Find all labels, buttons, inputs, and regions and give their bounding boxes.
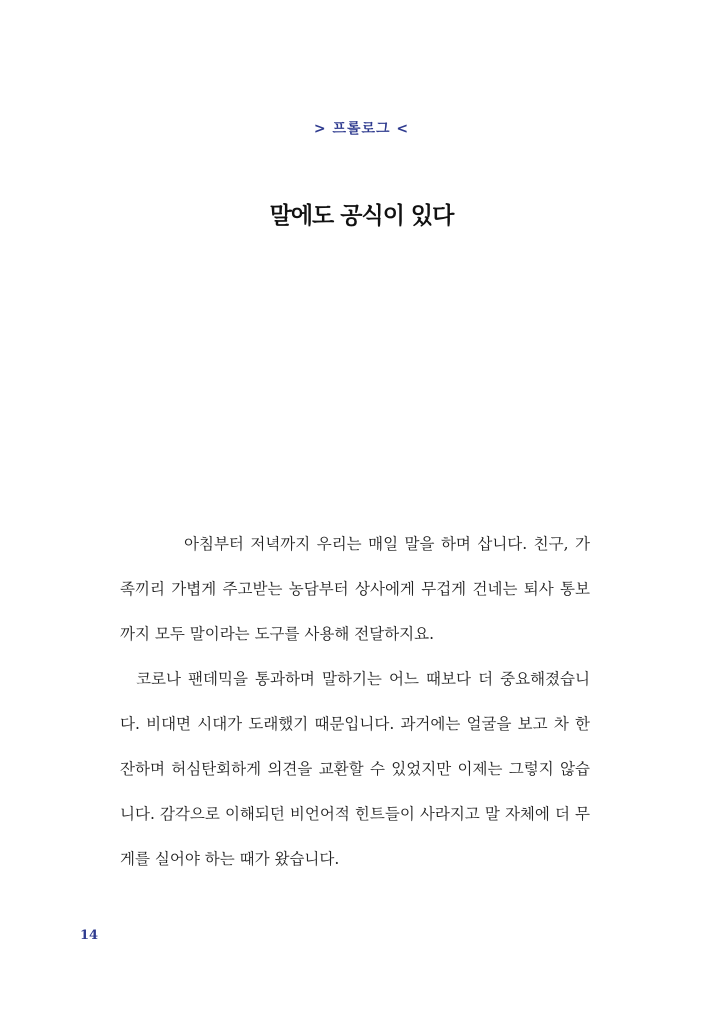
body-text — [120, 522, 590, 882]
chapter-title: 말에도 공식이 있다 — [269, 203, 454, 229]
body-paragraph: 코로나 팬데믹을 통과하며 말하기는 어느 때보다 더 중요해졌습니다. 비대면 시대가 도래했기 때문입니다. 과거에는 얼굴을 보고 차 한잔하며 허심탄회하게 의견을 교환할 수 있었지만 이제는 그렇지 않습니다. 감각으로 이해되던 비언어적 힌트들이 사라지고 말 자체에 더 무게를 실어야 하는 때가 왔습니다. — [120, 670, 590, 868]
page-number: 14 — [80, 928, 99, 943]
prologue-label: > 프롤로그 < — [313, 121, 410, 137]
body-paragraph: 아침부터 저녁까지 우리는 매일 말을 하며 삽니다. 친구, 가족끼리 가볍게 주고받는 농담부터 상사에게 무겁게 건네는 퇴사 통보까지 모두 말이라는 도구를 사용해 전달하지요. — [120, 535, 590, 643]
